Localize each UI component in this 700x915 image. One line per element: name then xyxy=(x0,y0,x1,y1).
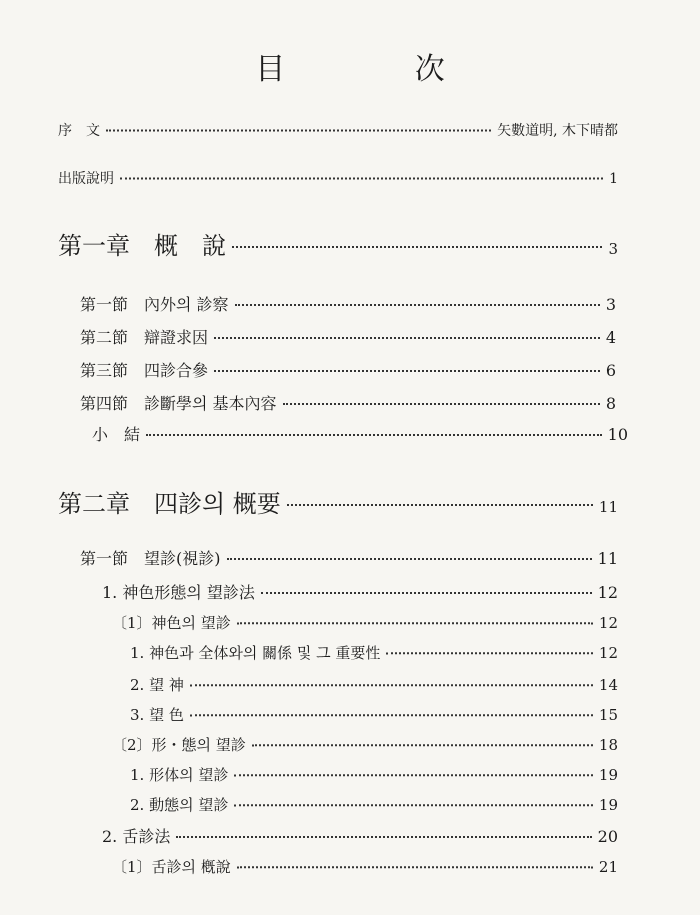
toc-entry-page: 11 xyxy=(597,549,618,568)
toc-entry-label: 第二節 辯證求因 xyxy=(80,328,209,347)
toc-subsection xyxy=(112,612,618,633)
leader-dots xyxy=(190,671,593,687)
leader-dots xyxy=(235,290,600,306)
leader-dots xyxy=(287,482,593,506)
toc-entry-label: 2. 動態의 望診 xyxy=(130,796,229,814)
toc-entry-label: 第一章 概 說 xyxy=(58,232,226,260)
toc-entry-page: 4 xyxy=(605,328,616,347)
toc-section xyxy=(80,358,616,381)
toc-entry-label: 〔1〕舌診의 槪說 xyxy=(112,858,231,876)
toc-chapter-1 xyxy=(58,226,618,261)
toc-entry-page: 11 xyxy=(598,498,618,516)
toc-section xyxy=(80,391,616,414)
toc-item xyxy=(130,794,618,815)
toc-entry-page: 20 xyxy=(597,827,618,846)
leader-dots xyxy=(237,853,593,869)
page-title: 目 次 xyxy=(255,52,505,87)
toc-subsection xyxy=(102,580,618,603)
toc-entry-label: 第三節 四診合參 xyxy=(80,361,209,380)
toc-entry-label: 2. 舌診法 xyxy=(102,827,171,846)
leader-dots xyxy=(214,323,600,339)
leader-dots xyxy=(283,389,600,405)
toc-entry-page: 8 xyxy=(605,394,616,413)
leader-dots xyxy=(227,544,592,560)
toc-entry-label: 1. 形体의 望診 xyxy=(130,766,229,784)
toc-entry-page: 10 xyxy=(607,425,628,444)
toc-entry-label: 小 結 xyxy=(92,425,141,444)
toc-item xyxy=(130,704,618,725)
leader-dots xyxy=(234,791,593,807)
toc-entry-label: 2. 望 神 xyxy=(130,676,184,694)
toc-entry-page: 6 xyxy=(605,361,616,380)
toc-entry-page: 1 xyxy=(609,171,618,187)
toc-subsection xyxy=(102,824,618,847)
toc-chapter-2 xyxy=(58,484,618,519)
toc-entry-page: 21 xyxy=(598,858,618,876)
toc-entry-page: 3 xyxy=(605,295,616,314)
toc-entry-page: 12 xyxy=(598,614,618,632)
toc-entry-page: 18 xyxy=(598,736,618,754)
toc-section xyxy=(80,546,618,569)
toc-entry-page: 12 xyxy=(597,583,618,602)
toc-entry-authors: 矢數道明, 木下晴都 xyxy=(497,123,618,139)
toc-section xyxy=(80,325,616,348)
toc-summary xyxy=(92,422,628,445)
leader-dots xyxy=(106,117,491,132)
leader-dots xyxy=(120,165,603,180)
leader-dots xyxy=(234,761,593,777)
leader-dots xyxy=(214,356,600,372)
toc-entry-label: 第四節 診斷學의 基本內容 xyxy=(80,394,277,413)
toc-entry-label: 序 文 xyxy=(58,123,100,139)
toc-entry-preface xyxy=(58,120,618,140)
leader-dots xyxy=(386,639,593,655)
leader-dots xyxy=(237,609,593,625)
toc-entry-label: 〔1〕神色의 望診 xyxy=(112,614,231,632)
toc-section xyxy=(80,292,616,315)
toc-entry-page: 14 xyxy=(598,676,618,694)
toc-subsection xyxy=(112,734,618,755)
leader-dots xyxy=(176,822,591,838)
toc-entry-page: 19 xyxy=(598,796,618,814)
toc-item xyxy=(130,674,618,695)
leader-dots xyxy=(252,731,593,747)
toc-entry-label: 3. 望 色 xyxy=(130,706,184,724)
toc-entry-label: 第一節 望診(視診) xyxy=(80,549,221,568)
leader-dots xyxy=(190,701,593,717)
toc-entry-page: 19 xyxy=(598,766,618,784)
toc-entry-label: 第二章 四診의 概要 xyxy=(58,490,281,518)
toc-entry-page: 15 xyxy=(598,706,618,724)
leader-dots xyxy=(232,224,602,248)
toc-entry-label: 1. 神色形態의 望診法 xyxy=(102,583,255,602)
toc-entry-page: 3 xyxy=(608,240,618,258)
toc-entry-label: 第一節 內外의 診察 xyxy=(80,295,229,314)
toc-entry-label: 〔2〕形・態의 望診 xyxy=(112,736,246,754)
leader-dots xyxy=(146,420,602,436)
toc-entry-label: 出版說明 xyxy=(58,171,114,187)
toc-entry-page: 12 xyxy=(598,644,618,662)
toc-entry-publication-notes xyxy=(58,168,618,188)
toc-item xyxy=(130,764,618,785)
toc-item xyxy=(130,642,618,663)
leader-dots xyxy=(261,578,592,594)
toc-subsection xyxy=(112,856,618,877)
toc-entry-label: 1. 神色과 全体와의 關係 및 그 重要性 xyxy=(130,644,381,662)
